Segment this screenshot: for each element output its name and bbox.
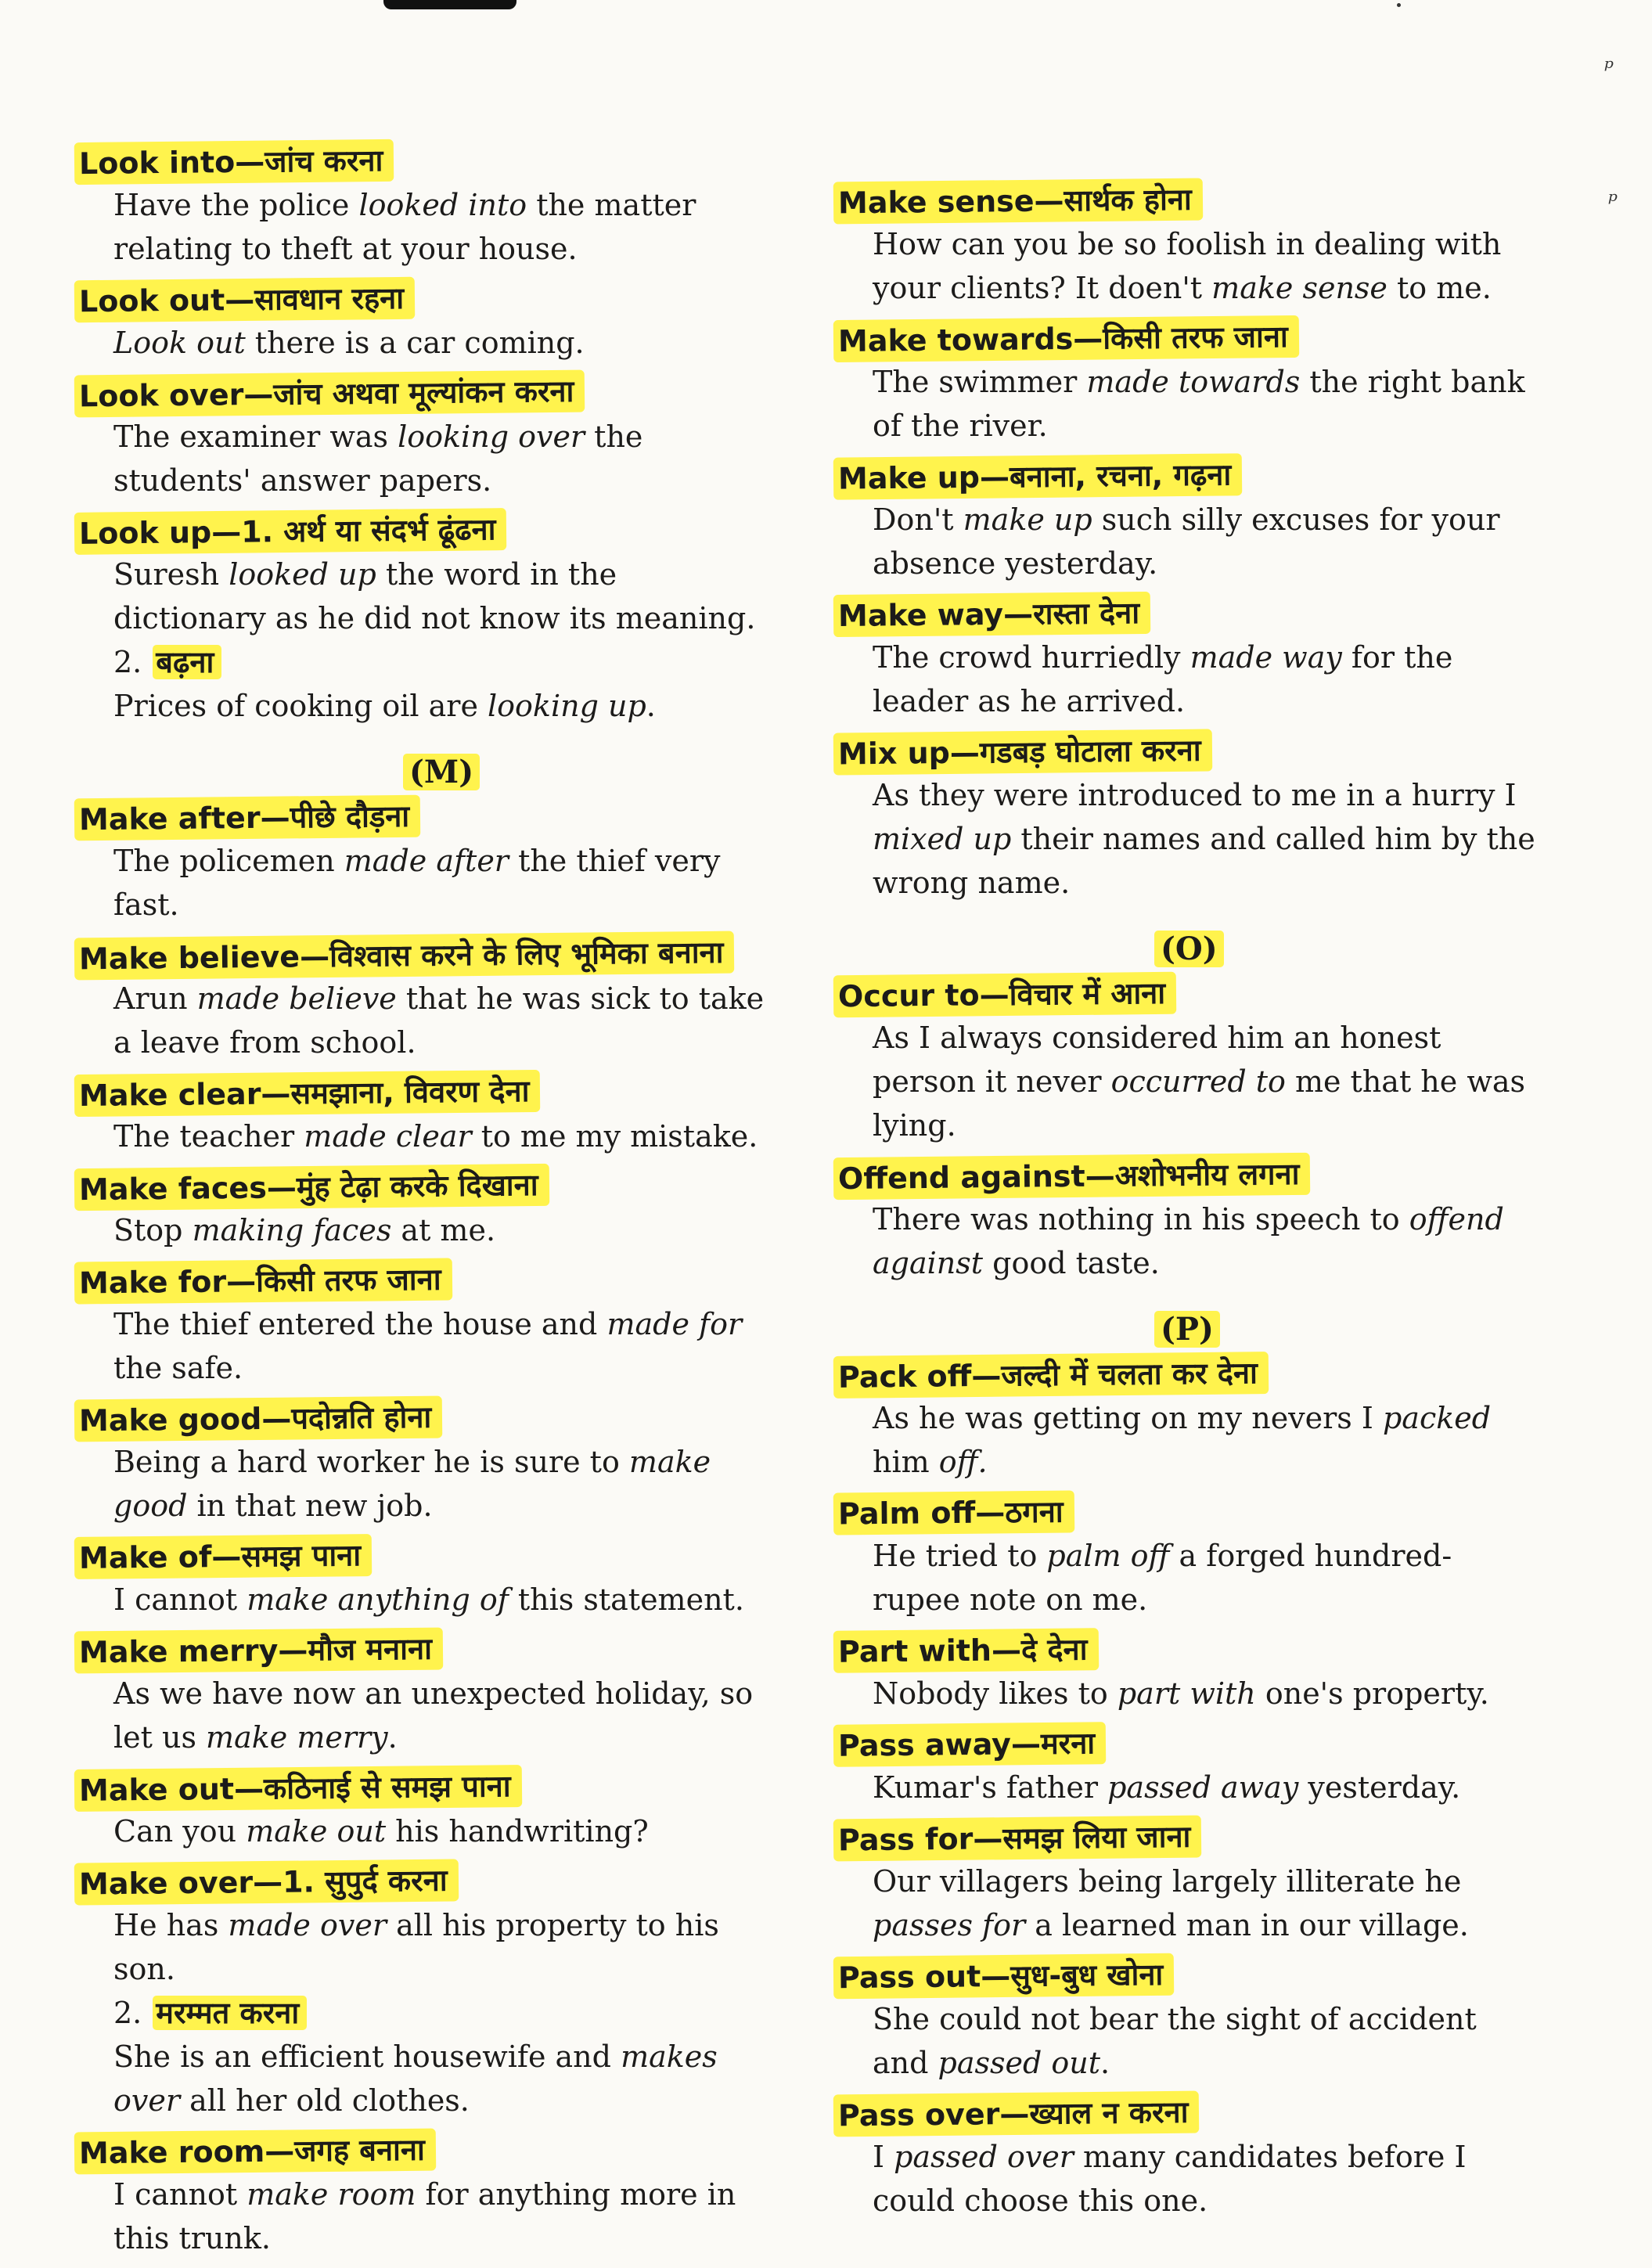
dictionary-entry <box>833 1155 1538 1285</box>
phrasal-verb-usage: passed over <box>894 2140 1074 2174</box>
hindi-meaning: मौज मनाना <box>308 1631 433 1668</box>
dictionary-entry <box>833 1354 1538 1484</box>
dictionary-entry <box>74 1861 779 2122</box>
phrasal-verb-usage: make sense <box>1211 271 1387 305</box>
example-sentence <box>74 2173 779 2260</box>
phrase: Pack off <box>837 1359 972 1395</box>
example-text: Stop <box>113 1213 193 1247</box>
phrasal-verb-usage: looking up <box>488 689 646 723</box>
dash: — <box>235 144 265 179</box>
example-text: The thief entered the house and <box>113 1307 607 1341</box>
hindi-meaning: जगह बनाना <box>294 2132 426 2169</box>
hindi-meaning: गडबड़ घोटाला करना <box>979 733 1201 770</box>
hindi-meaning: समझाना, विवरण देना <box>290 1074 530 1111</box>
dash: — <box>260 800 290 835</box>
example-text: this statement. <box>508 1582 744 1617</box>
phrasal-verb-usage: mixed up <box>873 822 1012 856</box>
example-text: . <box>1100 2046 1110 2080</box>
phrasal-verb-usage: make up <box>963 502 1092 537</box>
dash: — <box>974 1495 1006 1530</box>
example-text: The examiner was <box>113 419 398 454</box>
example-sentence <box>833 360 1538 448</box>
phrasal-verb-usage: passed out <box>938 2046 1101 2080</box>
phrasal-verb-usage: Look out <box>113 326 246 360</box>
hindi-meaning: अशोभनीय लगना <box>1114 1156 1300 1193</box>
example-text: the right bank of the river. <box>873 365 1525 443</box>
dictionary-entry <box>74 1166 779 1252</box>
example-text: for the leader as he arrived. <box>873 640 1453 718</box>
dash: — <box>971 1358 1002 1394</box>
phrasal-verb-usage: make room <box>247 2177 416 2212</box>
entry-headword <box>833 1816 1202 1862</box>
hindi-meaning: पदोन्नति होना <box>291 1399 432 1436</box>
scan-speck <box>1397 3 1401 7</box>
entry-headword <box>833 729 1212 775</box>
example-text: the safe. <box>113 1351 243 1385</box>
hindi-meaning: ख्याल न करना <box>1029 2094 1189 2131</box>
phrase: Make room <box>78 2133 265 2171</box>
dictionary-entry <box>74 279 779 365</box>
example-text: She is an efficient housewife and <box>113 2039 621 2074</box>
dictionary-entry <box>833 593 1538 723</box>
dash: — <box>233 1771 265 1806</box>
entry-headword <box>74 370 585 418</box>
sense-number: 2. <box>113 1996 142 2030</box>
example-sentence <box>74 1302 779 1390</box>
phrasal-verb-usage: packed <box>1382 1401 1492 1435</box>
dash: — <box>991 1633 1022 1668</box>
phrasal-verb-usage: made for <box>606 1307 743 1341</box>
dictionary-entry <box>74 141 779 271</box>
example-text: one's property. <box>1255 1676 1489 1711</box>
phrasal-verb-usage: makes over <box>113 2039 718 2118</box>
example-text: for anything more in this trunk. <box>113 2177 736 2255</box>
example-text: such silly excuses for your absence yesterday. <box>873 502 1500 581</box>
entry-headword <box>74 1070 541 1117</box>
phrasal-verb-usage: looked up <box>229 557 376 592</box>
example-sentence <box>74 977 779 1064</box>
phrase: Look up <box>78 515 212 551</box>
hindi-meaning: बढ़ना <box>153 645 221 679</box>
example-sentence <box>74 553 779 640</box>
hindi-meaning: रास्ता देना <box>1032 596 1140 632</box>
example-sentence <box>74 321 779 365</box>
entry-headword <box>833 453 1243 499</box>
dictionary-entry <box>833 2093 1538 2223</box>
dictionary-entry <box>833 455 1538 585</box>
example-text: at me. <box>391 1213 496 1247</box>
dash: — <box>243 376 274 412</box>
hindi-meaning: विश्वास करने के लिए भूमिका बनाना <box>329 934 724 974</box>
dictionary-entry <box>74 797 779 927</box>
example-sentence <box>833 498 1538 585</box>
phrasal-verb-usage: make out <box>246 1814 387 1849</box>
entry-headword <box>74 1164 549 1211</box>
entry-headword <box>74 1859 459 1905</box>
hindi-meaning: बनाना, रचना, गढ़ना <box>1009 457 1232 495</box>
example-text: Don't <box>873 502 963 537</box>
phrasal-verb-usage: make anything of <box>247 1582 509 1617</box>
dash: — <box>225 1264 257 1299</box>
example-text: The crowd hurriedly <box>873 640 1190 675</box>
phrasal-verb-usage: passed away <box>1107 1770 1299 1805</box>
section-title: (O) <box>1154 931 1224 967</box>
example-sentence <box>833 1766 1538 1809</box>
phrase: Look into <box>78 144 236 182</box>
hindi-meaning: सावधान रहना <box>254 280 405 317</box>
dictionary-entry <box>74 934 779 1064</box>
example-text: all her old clothes. <box>180 2083 470 2118</box>
example-text: I cannot <box>113 1582 247 1617</box>
phrasal-verb-usage: off. <box>938 1445 988 1479</box>
dash: — <box>1073 321 1103 356</box>
phrasal-verb-usage: made towards <box>1086 365 1301 399</box>
phrasal-verb-usage: passes for <box>873 1908 1026 1942</box>
dictionary-entry <box>74 510 779 728</box>
hindi-meaning: दे देना <box>1020 1632 1088 1668</box>
hindi-meaning: 1. अर्थ या संदर्भ ढूंढना <box>240 512 496 549</box>
dictionary-entry <box>74 1072 779 1158</box>
margin-scribble: ᵖ <box>1604 55 1614 82</box>
example-sentence <box>833 1672 1538 1715</box>
entry-headword <box>74 1765 522 1812</box>
phrasal-verb-usage: palm off <box>1046 1539 1170 1573</box>
dash: — <box>1085 1158 1115 1193</box>
dictionary-entry <box>74 1535 779 1622</box>
example-text: I <box>873 2140 894 2174</box>
example-text: As I always considered him an honest person it never <box>873 1021 1441 1099</box>
dictionary-entry <box>833 1629 1538 1715</box>
example-text: the word in the dictionary as he did not know its meaning. <box>113 557 756 635</box>
phrase: Make sense <box>837 183 1035 221</box>
left-column <box>74 141 779 2268</box>
dash: — <box>1010 1726 1042 1762</box>
example-sentence <box>833 222 1538 310</box>
phrase: Make way <box>837 596 1004 634</box>
hindi-meaning: मुंह टेढ़ा करके दिखाना <box>296 1167 538 1205</box>
dash: — <box>261 1401 292 1436</box>
hindi-meaning: सार्थक होना <box>1064 182 1192 218</box>
example-text: Have the police <box>113 188 359 222</box>
phrase: Make clear <box>78 1076 261 1114</box>
entry-headword <box>833 315 1299 362</box>
dictionary-entry <box>74 373 779 502</box>
example-sentence <box>74 1440 779 1528</box>
phrase: Mix up <box>837 735 951 772</box>
dictionary-entry <box>833 1492 1538 1622</box>
example-text: Prices of cooking oil are <box>113 689 488 723</box>
hindi-meaning: मरना <box>1040 1726 1096 1762</box>
entry-headword <box>833 178 1203 225</box>
hindi-meaning: विचार में आना <box>1009 975 1166 1012</box>
example-text: As they were introduced to me in a hurry I <box>873 778 1517 812</box>
section-title: (P) <box>1154 1311 1220 1348</box>
dictionary-entry <box>833 974 1538 1147</box>
second-sense <box>74 640 779 684</box>
hindi-meaning: जांच अथवा मूल्यांकन करना <box>273 373 574 412</box>
phrase: Occur to <box>837 977 980 1014</box>
example-text: me that he was lying. <box>873 1064 1526 1143</box>
entry-headword <box>833 972 1177 1018</box>
phrasal-verb-usage: made over <box>228 1908 387 1942</box>
example-sentence <box>74 1208 779 1252</box>
example-sentence <box>833 635 1538 723</box>
hindi-meaning: पीछे दौड़ना <box>290 798 410 835</box>
phrase: Make of <box>78 1539 212 1575</box>
example-text: Suresh <box>113 557 229 592</box>
right-column <box>833 180 1538 2230</box>
example-text: a forged hundred-rupee note on me. <box>873 1539 1452 1617</box>
example-sentence <box>74 1578 779 1622</box>
example-sentence <box>74 1672 779 1759</box>
phrase: Make up <box>837 459 981 496</box>
example-text: As he was getting on my nevers I <box>873 1401 1383 1435</box>
phrase: Pass away <box>837 1726 1012 1763</box>
entry-headword <box>74 1396 443 1442</box>
entry-headword <box>74 2129 436 2175</box>
example-text: The teacher <box>113 1119 304 1154</box>
dash: — <box>252 1864 283 1900</box>
example-text: . <box>646 689 656 723</box>
dictionary-entry <box>833 318 1538 448</box>
example-sentence <box>833 773 1538 905</box>
hindi-meaning: समझ पाना <box>241 1538 362 1574</box>
entry-headword <box>74 508 507 555</box>
entry-headword <box>74 1258 452 1304</box>
example-sentence <box>74 1114 779 1158</box>
entry-headword <box>74 931 735 981</box>
example-sentence <box>833 1534 1538 1622</box>
section-letter <box>833 927 1538 972</box>
example-text: Our villagers being largely illiterate he <box>873 1864 1462 1899</box>
entry-headword <box>833 1490 1074 1535</box>
phrasal-verb-usage: make merry <box>206 1720 388 1755</box>
entry-headword <box>74 1628 443 1674</box>
example-sentence <box>833 1016 1538 1147</box>
dictionary-entry <box>833 1817 1538 1947</box>
dash: — <box>999 2096 1030 2132</box>
example-text: to me. <box>1387 271 1492 305</box>
example-text: the students' answer papers. <box>113 419 643 498</box>
hindi-meaning: जांच करना <box>265 143 383 179</box>
hindi-meaning: समझ लिया जाना <box>1002 1819 1191 1856</box>
hindi-meaning: ठगना <box>1004 1494 1064 1530</box>
section-title: (M) <box>403 754 480 790</box>
example-sentence <box>74 1903 779 1991</box>
hindi-meaning: किसी तरफ जाना <box>1103 319 1289 356</box>
hindi-meaning: जल्दी में चलता कर देना <box>1001 1355 1258 1393</box>
phrasal-verb-usage: looking over <box>398 419 585 454</box>
phrasal-verb-usage: looked into <box>358 188 527 222</box>
margin-scribble: ᵖ <box>1608 188 1618 215</box>
example-text: The swimmer <box>873 365 1087 399</box>
phrase: Palm off <box>837 1495 976 1532</box>
entry-headword <box>74 1534 373 1579</box>
dictionary-entry <box>833 1955 1538 2085</box>
scan-edge-mark <box>383 0 516 9</box>
entry-headword <box>833 1153 1311 1200</box>
entry-headword <box>833 592 1151 637</box>
phrase: Pass over <box>837 2097 1000 2133</box>
phrasal-verb-usage: made after <box>344 844 509 878</box>
dictionary-entry <box>74 1767 779 1853</box>
dictionary-entry <box>833 731 1538 905</box>
dash: — <box>211 1539 242 1575</box>
example-sentence <box>74 1809 779 1853</box>
example-text: the thief very fast. <box>113 844 721 922</box>
section-letter <box>833 1307 1538 1352</box>
example-text: Arun <box>113 981 197 1016</box>
dash: — <box>973 1821 1003 1856</box>
phrase: Make towards <box>837 321 1074 359</box>
section-letter <box>74 750 779 795</box>
phrase: Make after <box>78 800 261 837</box>
dash: — <box>265 2133 295 2169</box>
phrasal-verb-usage: occurred to <box>1110 1064 1286 1099</box>
example-text: the matter relating to theft at your house. <box>113 188 696 266</box>
example-text: in that new job. <box>187 1489 433 1523</box>
example-sentence <box>833 1859 1538 1947</box>
dictionary-entry <box>74 1260 779 1390</box>
example-sentence <box>833 1197 1538 1285</box>
dash: — <box>225 282 255 318</box>
example-text: good taste. <box>983 1246 1160 1280</box>
example-text: He has <box>113 1908 229 1942</box>
phrase: Make for <box>78 1264 227 1301</box>
dictionary-entry <box>833 1723 1538 1809</box>
example-text: There was nothing in his speech to <box>873 1202 1409 1237</box>
example-text: Kumar's father <box>873 1770 1108 1805</box>
example-text: to me my mistake. <box>471 1119 758 1154</box>
example-text: He tried to <box>873 1539 1047 1573</box>
dash: — <box>981 1958 1011 1994</box>
entry-headword <box>833 1628 1099 1673</box>
phrasal-verb-usage: made believe <box>196 981 397 1016</box>
example-text: The policemen <box>113 844 344 878</box>
phrase: Look out <box>78 283 225 319</box>
dash: — <box>1002 596 1034 632</box>
phrase: Make merry <box>78 1633 279 1670</box>
example-text: She could not bear the sight of accident and <box>873 2002 1477 2080</box>
second-sense <box>74 1991 779 2035</box>
phrase: Part with <box>837 1633 992 1669</box>
entry-headword <box>833 1352 1269 1399</box>
dash: — <box>211 514 242 550</box>
entry-headword <box>74 795 421 841</box>
phrase: Make believe <box>78 939 301 977</box>
dash: — <box>299 939 330 974</box>
hindi-meaning: 1. सुपुर्द करना <box>282 1863 448 1899</box>
example-text: that he was sick to take a leave from school. <box>113 981 765 1060</box>
example-sentence <box>74 2035 779 2122</box>
phrase: Offend against <box>837 1158 1085 1197</box>
example-sentence <box>833 1396 1538 1484</box>
example-text: their names and called him by the wrong name. <box>873 822 1535 900</box>
dash: — <box>949 735 981 770</box>
example-text: many candidates before I could choose this one. <box>873 2140 1467 2218</box>
dash: — <box>1034 183 1064 218</box>
hindi-meaning: सुध-बुध खोना <box>1010 1957 1164 1993</box>
example-text: . <box>387 1720 398 1755</box>
example-sentence <box>74 415 779 502</box>
phrase: Make faces <box>78 1170 268 1208</box>
entry-headword <box>833 2091 1200 2137</box>
phrase: Pass out <box>837 1959 981 1996</box>
dash: — <box>979 459 1010 495</box>
hindi-meaning: मरम्मत करना <box>153 1996 307 2030</box>
hindi-meaning: किसी तरफ जाना <box>255 1262 441 1299</box>
phrasal-verb-usage: made clear <box>304 1119 472 1154</box>
phrasal-verb-usage: offend against <box>873 1202 1504 1280</box>
example-text: a learned man in our village. <box>1025 1908 1469 1942</box>
entry-headword <box>74 139 394 185</box>
example-sentence <box>833 2135 1538 2223</box>
example-text: Nobody likes to <box>873 1676 1118 1711</box>
phrasal-verb-usage: made way <box>1190 640 1342 675</box>
phrase: Make good <box>78 1401 262 1438</box>
example-sentence <box>74 183 779 271</box>
phrasal-verb-usage: making faces <box>192 1213 392 1247</box>
example-text: his handwriting? <box>386 1814 649 1849</box>
phrasal-verb-usage: part with <box>1117 1676 1256 1711</box>
dictionary-entry <box>74 1398 779 1528</box>
example-sentence <box>74 684 779 728</box>
dash: — <box>266 1170 297 1205</box>
phrase: Look over <box>78 377 244 414</box>
example-text: Can you <box>113 1814 247 1849</box>
hindi-meaning: कठिनाई से समझ पाना <box>263 1769 511 1806</box>
dictionary-entry <box>74 1629 779 1759</box>
example-text: all his property to his son. <box>113 1908 719 1986</box>
entry-headword <box>833 1953 1175 2000</box>
sense-number: 2. <box>113 645 142 679</box>
phrase: Pass for <box>837 1821 974 1858</box>
dash: — <box>979 977 1010 1013</box>
example-text: him <box>873 1445 939 1479</box>
dash: — <box>278 1633 308 1668</box>
entry-headword <box>74 277 416 323</box>
dictionary-entry <box>833 180 1538 310</box>
example-text: I cannot <box>113 2177 247 2212</box>
phrase: Make over <box>78 1865 254 1902</box>
example-sentence <box>833 1997 1538 2085</box>
example-text: As we have now an unexpected holiday, so let us <box>113 1676 754 1755</box>
entry-headword <box>833 1722 1107 1767</box>
phrasal-verb-usage: make good <box>113 1445 711 1523</box>
example-sentence <box>74 839 779 927</box>
example-text: there is a car coming. <box>245 326 585 360</box>
example-text: Being a hard worker he is sure to <box>113 1445 629 1479</box>
phrase: Make out <box>78 1771 235 1808</box>
example-text: How can you be so foolish in dealing with your clients? It doen't <box>873 227 1502 305</box>
dash: — <box>261 1076 291 1111</box>
dictionary-entry <box>74 2130 779 2260</box>
example-text: yesterday. <box>1298 1770 1461 1805</box>
